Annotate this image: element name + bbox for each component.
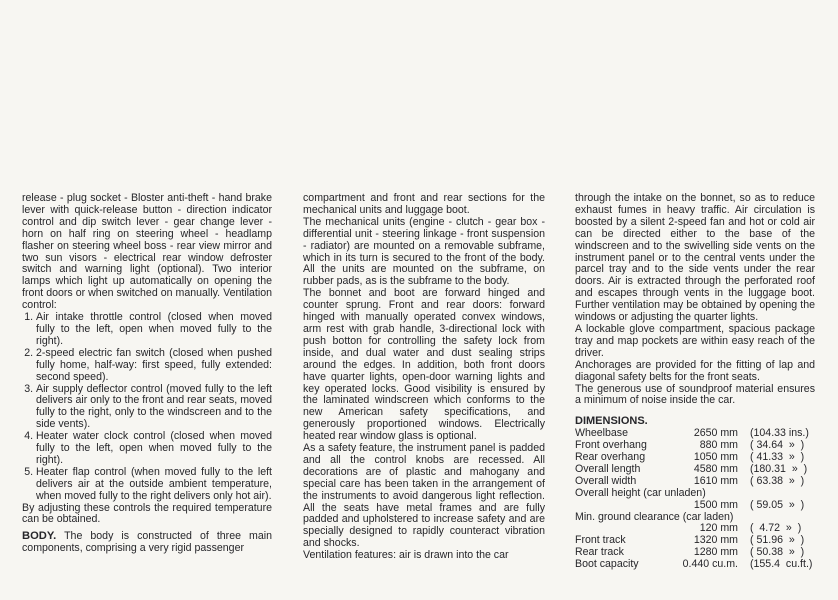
dimension-label: Wheelbase: [575, 427, 628, 440]
paragraph: Anchorages are provided for the fitting of lap and diagonal safety belts for the front seats.: [575, 358, 815, 383]
dimension-imperial: ( 34.64 » ): [750, 439, 805, 452]
dimension-label: Rear overhang: [575, 451, 646, 464]
dimension-row: [575, 488, 815, 500]
paragraph: The mechanical units (engine - clutch - gear box - differential unit - steering linkage - front suspension - radiator) are mounted on a removable subframe, which in its turn is secured to the front of the body. All the units are mounted on the subframe, on rubber pads, as is the subframe to the body.: [303, 215, 545, 288]
dimension-imperial: ( 41.33 » ): [750, 451, 805, 464]
dimension-metric: 4580 mm: [693, 462, 738, 475]
control-item: 4. Heater water clock control (closed when moved fully to the left, open when moved fully to the right).: [36, 431, 272, 467]
ventilation-controls-list: [22, 312, 272, 503]
dimension-imperial: ( 50.38 » ): [750, 546, 805, 559]
dimension-metric: 1280 mm: [693, 546, 738, 559]
equipment-paragraph: release - plug socket - Bloster anti-theft - hand brake lever with quick-release button - direction indicator control and dip switch lever - gear change lever - horn on half ring on steering wheel - headlamp flasher on steering wheel boss - rear view mirror and two sun visors - electrical rear window defroster switch and warning light (optional). Two interior lamps which light up automatically on opening the front doors or when switched on manually. Ventilation control:: [22, 192, 272, 312]
control-item: 5. Heater flap control (when moved fully to the left delivers air at the outside ambient temperature, when moved fully to the right delivers only hot air).: [36, 467, 272, 503]
dimension-label: Front overhang: [575, 439, 647, 452]
dimension-row: [575, 476, 815, 488]
paragraph: The bonnet and boot are forward hinged and counter sprung. Front and rear doors: forward hinged with manually operated convex windows, arm rest with grab handle, 3-directional lock with push botton for controlling the safety lock from inside, and dual water and dust sealing strips around the edges. In addition, both front doors have quarter lights, open-door warning lights and key operated locks. Good visibility is ensured by the laminated windscreen which conforms to the new American safety specifications, and generously proportioned windows. Electrically heated rear window glass is optional.: [303, 287, 545, 443]
body-text: The body is constructed of three main components, comprising a very rigid passenger: [22, 530, 272, 555]
dimension-metric: 0.440 cu.m.: [682, 558, 738, 571]
dimension-imperial: (104.33 ins.): [750, 427, 809, 440]
dimension-imperial: (155.4 cu.ft.): [750, 558, 813, 571]
dimensions-table: [575, 428, 815, 571]
dimension-label: Overall height (car unladen): [575, 486, 706, 499]
control-item: 3. Air supply deflector control (moved fully to the left delivers air only to the front and rear seats, moved fully to the right, only to the windscreen and to the side vents).: [36, 384, 272, 432]
control-item: 1. Air intake throttle control (closed when moved fully to the left, open when moved fully to the right).: [36, 312, 272, 348]
paragraph: compartment and front and rear sections for the mechanical units and luggage boot.: [303, 192, 545, 216]
dimension-metric: 120 mm: [699, 522, 738, 535]
paragraph: The generous use of soundproof material ensures a minimum of noise inside the car.: [575, 382, 815, 407]
dimension-metric: 2650 mm: [693, 427, 738, 440]
text-column-1: [22, 193, 272, 555]
control-item: 2. 2-speed electric fan switch (closed when pushed fully home, half-way: first speed, fully extended: second speed).: [36, 348, 272, 384]
dimension-row: [575, 559, 815, 571]
dimension-label: Overall length: [575, 462, 641, 475]
dimension-label: Front track: [575, 534, 626, 547]
paragraph: Ventilation features: air is drawn into the car: [303, 549, 509, 562]
body-heading: BODY.: [22, 530, 57, 543]
temperature-paragraph: By adjusting these controls the required temperature can be obtained.: [22, 501, 272, 526]
text-column-2: [303, 193, 545, 562]
paragraph: through the intake on the bonnet, so as to reduce exhaust fumes in heavy traffic. Air circulation is boosted by a silent 2-speed fan and hot or cold air can be directed either to the base of the windscreen and to the swivelling side vents on the instrument panel or to the central vents under the parcel tray and to the side vents under the rear doors. Air is extracted through the perforated roof and escapes through vents in the luggage boot. Further ventilation may be obtained by opening the windows or adjusting the quarter lights.: [575, 192, 815, 324]
text-column-3: [575, 193, 815, 571]
dimension-label: Boot capacity: [575, 558, 639, 571]
dimension-imperial: ( 51.96 » ): [750, 534, 805, 547]
dimension-metric: 1050 mm: [693, 451, 738, 464]
dimension-label: Rear track: [575, 546, 624, 559]
dimension-row: [575, 500, 815, 512]
dimension-metric: 1320 mm: [693, 534, 738, 547]
dimension-metric: 1610 mm: [693, 474, 738, 487]
dimension-imperial: ( 4.72 » ): [750, 522, 802, 535]
dimension-metric: 1500 mm: [693, 498, 738, 511]
dimension-imperial: ( 59.05 » ): [750, 498, 805, 511]
dimension-label: [575, 500, 681, 512]
paragraph: As a safety feature, the instrument panel is padded and all the control knobs are recessed. All decorations are of plastic and mahogany and special care has been taken in the arrangement of the instruments to avoid dangerous light reflection. All the seats have metal frames and are fully padded and upholstered to increase safety and are specially designed to rapidly counteract vibration and shocks.: [303, 442, 545, 550]
dimension-label: Overall width: [575, 474, 637, 487]
dimensions-heading: DIMENSIONS.: [575, 415, 648, 428]
dimension-imperial: ( 63.38 » ): [750, 474, 805, 487]
dimension-label: Min. ground clearance (car laden): [575, 510, 734, 523]
paragraph: A lockable glove compartment, spacious package tray and map pockets are within easy reach of the driver.: [575, 322, 815, 359]
dimension-imperial: (180.31 » ): [750, 462, 808, 475]
dimension-metric: 880 mm: [699, 439, 738, 452]
body-paragraph: [22, 531, 272, 555]
